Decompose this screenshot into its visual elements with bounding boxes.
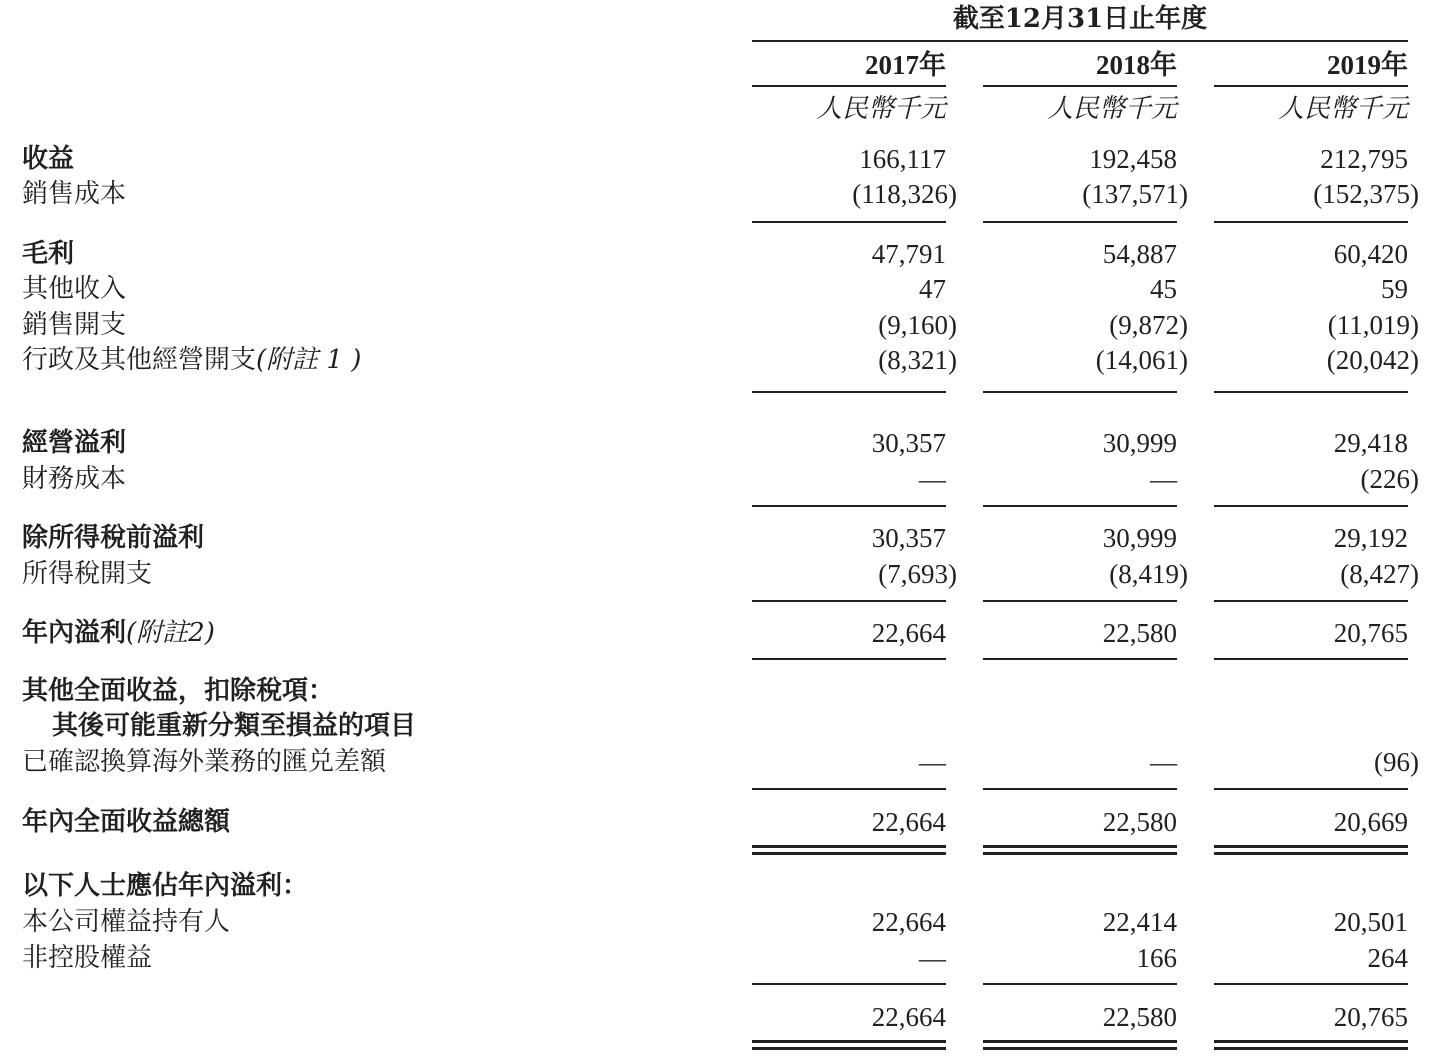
subtotal-rule — [983, 505, 1177, 507]
profit-for-year-text: 年內溢利 — [22, 618, 127, 648]
subtotal-rule — [1214, 600, 1408, 602]
profit-for-year-label — [22, 618, 215, 648]
operating-profit-label: 經營溢利 — [22, 428, 127, 458]
non-controlling-label: 非控股權益 — [22, 943, 153, 973]
gross-profit-2019: 60,420 — [1333, 239, 1408, 269]
other-income-2017: 47 — [919, 274, 946, 304]
double-total-rule — [752, 1040, 946, 1050]
selling-expenses-2018: (9,872) — [1109, 310, 1188, 340]
equity-holders-2017: 22,664 — [871, 907, 946, 937]
profit-before-tax-2019: 29,192 — [1333, 523, 1408, 553]
finance-costs-label: 財務成本 — [22, 464, 127, 494]
profit-before-tax-2018: 30,999 — [1102, 523, 1177, 553]
revenue-2019: 212,795 — [1320, 144, 1408, 174]
period-header: 截至12月31日止年度 — [952, 4, 1208, 34]
header-rule — [752, 40, 1408, 42]
profit-before-tax-label: 除所得稅前溢利 — [22, 523, 205, 553]
admin-expenses-label — [22, 345, 361, 375]
oci-subheading: 其後可能重新分類至損益的項目 — [52, 711, 417, 741]
cost-of-sales-label: 銷售成本 — [22, 179, 127, 209]
income-tax-2017: (7,693) — [878, 559, 957, 589]
attributable-total-2019: 20,765 — [1333, 1002, 1408, 1032]
total-comprehensive-2017: 22,664 — [871, 807, 946, 837]
subtotal-rule — [983, 600, 1177, 602]
oci-heading: 其他全面收益，扣除稅項： — [22, 676, 335, 706]
gross-profit-label: 毛利 — [22, 239, 75, 269]
double-total-rule — [1214, 845, 1408, 855]
cost-of-sales-2018: (137,571) — [1082, 179, 1188, 209]
gross-profit-2017: 47,791 — [871, 239, 946, 269]
selling-expenses-label: 銷售開支 — [22, 310, 127, 340]
unit-label: 人民幣千元 — [815, 94, 946, 124]
other-income-2019: 59 — [1381, 274, 1408, 304]
attributable-total-2018: 22,580 — [1102, 1002, 1177, 1032]
revenue-2017: 166,117 — [859, 144, 946, 174]
total-comprehensive-2018: 22,580 — [1102, 807, 1177, 837]
subtotal-rule — [1214, 788, 1408, 790]
attributable-heading: 以下人士應佔年內溢利： — [22, 871, 309, 901]
profit-for-year-2018: 22,580 — [1102, 618, 1177, 648]
gross-profit-2018: 54,887 — [1102, 239, 1177, 269]
subtotal-rule — [752, 658, 946, 660]
income-tax-2018: (8,419) — [1109, 559, 1188, 589]
subtotal-rule — [1214, 221, 1408, 223]
subtotal-rule — [752, 505, 946, 507]
selling-expenses-2019: (11,019) — [1327, 310, 1419, 340]
double-total-rule — [752, 845, 946, 855]
subtotal-rule — [983, 658, 1177, 660]
selling-expenses-2017: (9,160) — [878, 310, 957, 340]
non-controlling-2018: 166 — [1136, 943, 1177, 973]
admin-expenses-2019: (20,042) — [1326, 345, 1419, 375]
cost-of-sales-2019: (152,375) — [1313, 179, 1419, 209]
subtotal-rule — [752, 221, 946, 223]
non-controlling-2017: — — [919, 943, 946, 973]
double-total-rule — [1214, 1040, 1408, 1050]
subtotal-rule — [983, 221, 1177, 223]
year-2019-header: 2019年 — [1327, 50, 1408, 80]
non-controlling-2019: 264 — [1367, 943, 1408, 973]
equity-holders-2019: 20,501 — [1333, 907, 1408, 937]
unit-label: 人民幣千元 — [1046, 94, 1177, 124]
attributable-total-2017: 22,664 — [871, 1002, 946, 1032]
profit-before-tax-2017: 30,357 — [871, 523, 946, 553]
profit-for-year-note: (附註2) — [126, 618, 215, 648]
admin-expenses-2017: (8,321) — [878, 345, 957, 375]
year-2018-header: 2018年 — [1096, 50, 1177, 80]
year-2017-header: 2017年 — [865, 50, 946, 80]
admin-expenses-2018: (14,061) — [1095, 345, 1188, 375]
fx-differences-2019: (96) — [1374, 747, 1419, 777]
unit-label: 人民幣千元 — [1277, 94, 1408, 124]
subtotal-rule — [1214, 391, 1408, 393]
operating-profit-2018: 30,999 — [1102, 428, 1177, 458]
subtotal-rule — [752, 391, 946, 393]
subtotal-rule — [752, 788, 946, 790]
fx-differences-label: 已確認換算海外業務的匯兑差額 — [22, 747, 387, 777]
finance-costs-2018: — — [1150, 464, 1177, 494]
total-comprehensive-label: 年內全面收益總額 — [22, 807, 231, 837]
cost-of-sales-2017: (118,326) — [852, 179, 957, 209]
income-tax-label: 所得稅開支 — [22, 559, 153, 589]
admin-expenses-text: 行政及其他經營開支 — [22, 345, 257, 375]
total-comprehensive-2019: 20,669 — [1333, 807, 1408, 837]
operating-profit-2017: 30,357 — [871, 428, 946, 458]
income-tax-2019: (8,427) — [1340, 559, 1419, 589]
operating-profit-2019: 29,418 — [1333, 428, 1408, 458]
subtotal-rule — [1214, 505, 1408, 507]
finance-costs-2019: (226) — [1360, 464, 1419, 494]
finance-costs-2017: — — [919, 464, 946, 494]
year-rule — [752, 85, 946, 87]
double-total-rule — [983, 1040, 1177, 1050]
other-income-2018: 45 — [1150, 274, 1177, 304]
profit-for-year-2019: 20,765 — [1333, 618, 1408, 648]
admin-expenses-note: (附註 1 ) — [256, 345, 362, 375]
subtotal-rule — [983, 391, 1177, 393]
subtotal-rule — [752, 600, 946, 602]
year-rule — [1214, 85, 1408, 87]
subtotal-rule — [983, 983, 1177, 985]
other-income-label: 其他收入 — [22, 274, 127, 304]
subtotal-rule — [752, 983, 946, 985]
subtotal-rule — [983, 788, 1177, 790]
profit-for-year-2017: 22,664 — [871, 618, 946, 648]
equity-holders-label: 本公司權益持有人 — [22, 907, 231, 937]
equity-holders-2018: 22,414 — [1102, 907, 1177, 937]
fx-differences-2018: — — [1150, 747, 1177, 777]
subtotal-rule — [1214, 983, 1408, 985]
revenue-2018: 192,458 — [1089, 144, 1177, 174]
year-rule — [983, 85, 1177, 87]
subtotal-rule — [1214, 658, 1408, 660]
revenue-label: 收益 — [22, 144, 75, 174]
fx-differences-2017: — — [919, 747, 946, 777]
double-total-rule — [983, 845, 1177, 855]
